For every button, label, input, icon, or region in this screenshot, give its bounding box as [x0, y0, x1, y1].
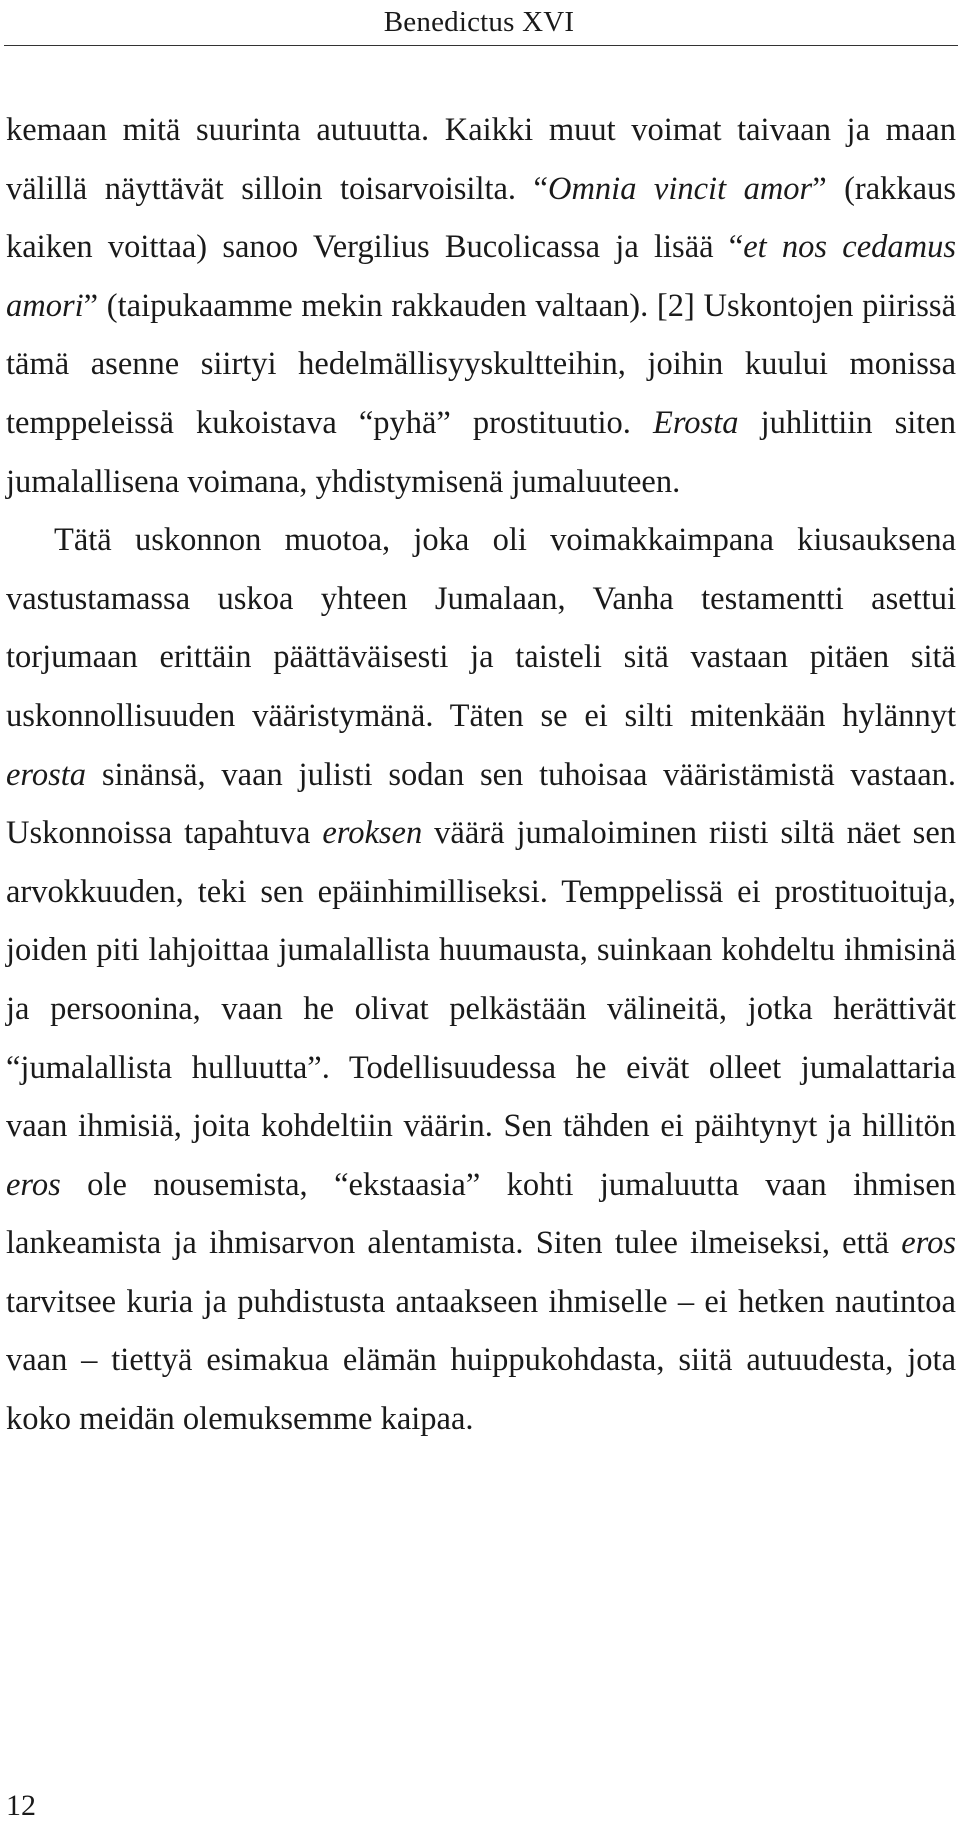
text-run: juhlittiin siten jumalallisena voimana, yhdistymisenä jumaluuteen.: [6, 404, 956, 500]
text-run: tarvitsee kuria ja puhdistusta antaakseen ihmiselle – ei hetken nautintoa vaan – tiettyä esimakua elämän huippukohdasta, siitä autuudesta, jota koko meidän olemuksemme kaipaa.: [6, 1283, 956, 1438]
running-head: Benedictus XVI: [383, 6, 575, 38]
text-run: Tätä uskonnon muotoa, joka oli voimakkaimpana kiusauksena vastustamassa uskoa yhteen Jumalaan, Vanha testamentti asettui torjumaan erittäin päättäväisesti ja taisteli sitä vastaan pitäen sitä uskonnollisuuden vääristymänä. Täten se ei silti mitenkään hylännyt: [6, 522, 956, 734]
text-run: väärä jumaloiminen riisti siltä näet sen arvokkuuden, teki sen epäinhimilliseksi. Temppelissä ei prostituoituja, joiden piti lahjoittaa jumalallista huumausta, suinkaan kohdeltu ihmisinä ja persoonina, vaan he olivat pelkästään välineitä, jotka herättivät “jumalallista hulluutta”. Todellisuudessa he eivät olleet jumalattaria vaan ihmisiä, joita kohdeltiin väärin. Sen tähden ei päihtynyt ja hillitön: [6, 815, 957, 1145]
page-number: 12: [6, 1789, 36, 1822]
italic-phrase: Omnia vincit amor: [547, 170, 813, 207]
text-run: kemaan mitä suurinta autuutta. Kaikki muut voimat taivaan ja maan välillä näyttävät silloin toisarvoisilta. “: [6, 112, 956, 207]
italic-phrase: et nos cedamus amori: [6, 229, 956, 324]
text-run: sinänsä, vaan julisti sodan sen tuhoisaa vääristämistä vastaan. Uskonnoissa tapahtuva: [6, 756, 956, 852]
italic-phrase: eroksen: [322, 815, 423, 852]
text-run: ” (taipukaamme mekin rakkauden valtaan). [2] Uskontojen piirissä tämä asenne siirtyi hedelmällisyyskultteihin, joihin kuului monissa temppeleissä kukoistava “pyhä” prostituutio.: [6, 287, 956, 441]
text-run: ole nousemista, “ekstaasia” kohti jumaluutta vaan ihmisen lankeamista ja ihmisarvon alentamista. Siten tulee ilmeiseksi, että: [6, 1166, 956, 1262]
paragraph-2: [6, 511, 956, 1449]
text-run: ” (rakkaus kaiken voittaa) sanoo Vergilius Bucolicassa ja lisää “: [6, 170, 956, 266]
italic-phrase: erosta: [6, 756, 87, 793]
body-text: [6, 101, 956, 1449]
paragraph-1: [6, 101, 956, 511]
header-rule: [4, 45, 958, 46]
italic-phrase: eros: [6, 1166, 61, 1203]
italic-phrase: Erosta: [653, 404, 739, 441]
italic-phrase: eros: [901, 1225, 956, 1262]
